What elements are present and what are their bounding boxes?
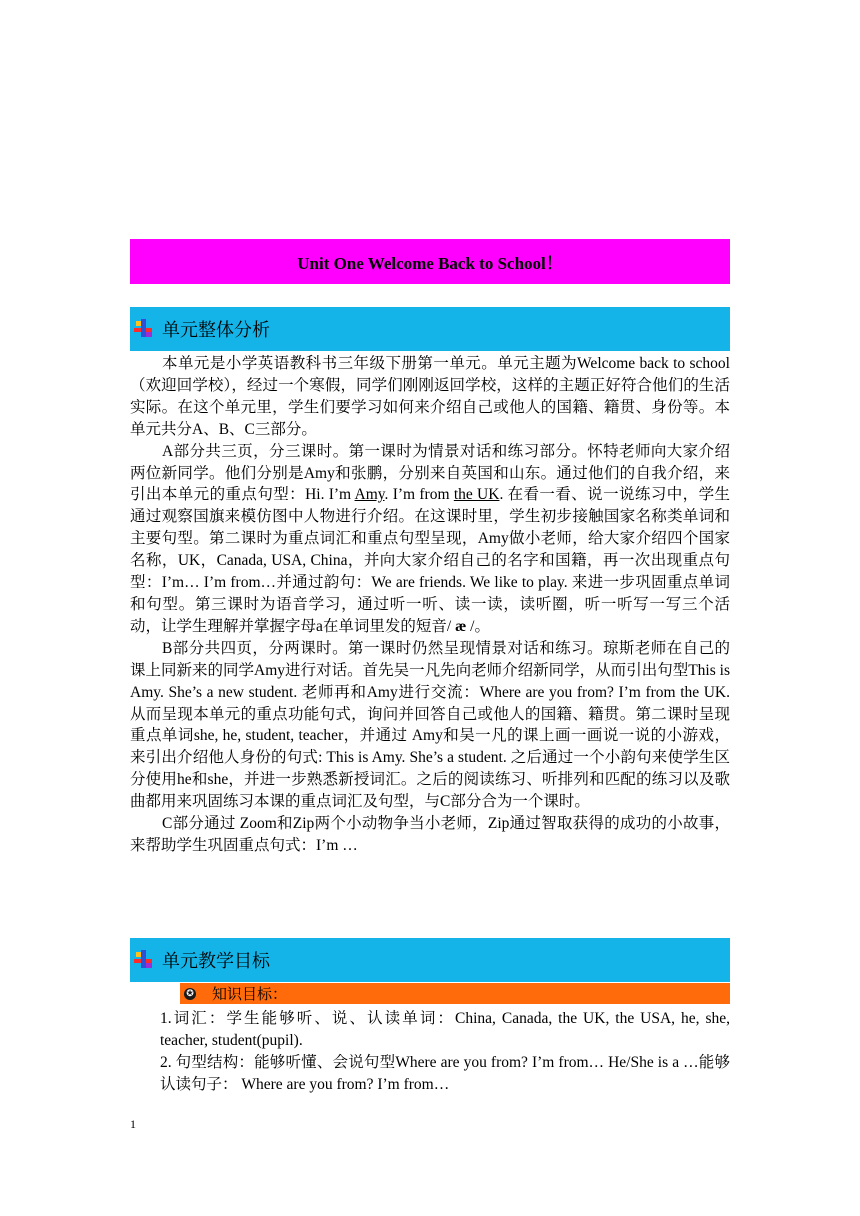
section-header-analysis [130,307,730,351]
section-title: 单元整体分析 [162,320,270,341]
paragraph-part-c: C部分通过 Zoom和Zip两个小动物争当小老师，Zip通过智取获得的成功的小故事，来帮助学生巩固重点句式：I’m … [130,815,730,854]
goal-item-2: 2. 句型结构：能够听懂、会说句型Where are you from? I’m from… He/She is a …能够认读句子： Where are you from? I’m from… [160,1054,730,1093]
page-number: 1 [130,1117,136,1131]
star-circle-icon: ✪ [184,988,196,1000]
sub-heading: 知识目标： [212,985,288,1003]
colorful-bars-icon [134,319,154,339]
phonetic-symbol: æ [455,617,467,635]
paragraph-part-a: A部分共三页，分三课时。第一课时为情景对话和练习部分。怀特老师向大家介绍两位新同学。他们分别是Amy和张鹏，分别来自英国和山东。通过他们的自我介绍，来引出本单元的重点句型：Hi. I’m Amy. I’m from the UK. 在看一看、说一说练习中，学生通过观察国旗来模仿图中人物进行介绍。在这课时里，学生初步接触国家名称类单词和主要句型。第二课时为重点词汇和重点句型呈现，Amy做小老师，给大家介绍四个国家名称，UK，Canada, USA, China，并向大家介绍自己的名字和国籍，再一次出现重点句型：I’m… I’m from…并通过韵句：We are friends. We like to play. 来进一步巩固重点单词和句型。第三课时为语音学习，通过听一听、读一读，读听圈，听一听写一写三个活动，让学生理解并掌握字母a在单词里发的短音/ æ /。 [130,442,730,635]
unit-title-banner [130,239,730,284]
paragraph-part-b: B部分共四页，分两课时。第一课时仍然呈现情景对话和练习。琼斯老师在自己的课上同新来的同学Amy进行对话。首先吴一凡先向老师介绍新同学，从而引出句型This is Amy. She’s a new student. 老师再和Amy进行交流：Where are you from? I’m from the UK. 从而呈现本单元的重点功能句式，询问并回答自己或他人的国籍、籍贯。第二课时呈现重点单词she, he, student, teacher，并通过 Amy和吴一凡的课上画一画说一说的小游戏，来引出介绍他人身份的句式: This is Amy. She’s a student. 之后通过一个小韵句来使学生区分使用he和she，并进一步熟悉新授词汇。之后的阅读练习、听排列和匹配的练习以及歌曲都用来巩固练习本课的重点词汇及句型，与C部分合为一个课时。 [130,639,730,811]
section-header-objectives [130,938,730,982]
section-title: 单元教学目标 [162,951,270,972]
colorful-bars-icon [134,950,154,970]
analysis-body [130,353,730,857]
goal-item-1: 1.词汇：学生能够听、说、认读单词：China, Canada, the UK, the USA, he, she, teacher, student(pupil). [160,1010,730,1049]
unit-title: Unit One Welcome Back to School！ [297,254,563,273]
underlined-word: Amy [354,486,385,504]
underlined-word: the UK [453,486,500,504]
knowledge-objectives-bar [180,983,730,1004]
paragraph: 本单元是小学英语教科书三年级下册第一单元。单元主题为Welcome back to school（欢迎回学校），经过一个寒假，同学们刚刚返回学校，这样的主题正好符合他们的生活实际。在这个单元里，学生们要学习如何来介绍自己或他人的国籍、籍贯、身份等。本单元共分A、B、C三部分。 [130,355,730,438]
